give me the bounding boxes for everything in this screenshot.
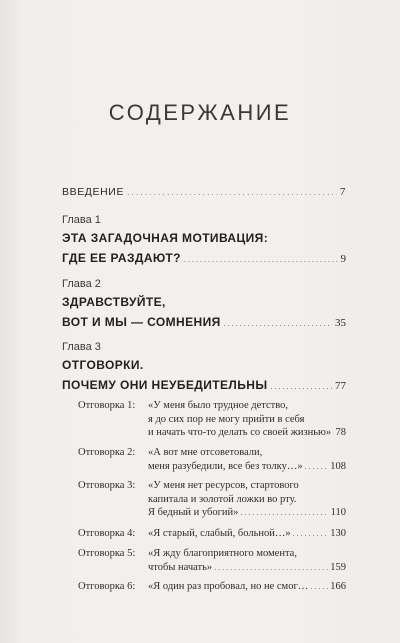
toc-entry-chapter-3[interactable] xyxy=(62,376,346,394)
excuse-text-line: «Я жду благоприятного момента, xyxy=(148,548,297,559)
toc-page-number: 78 xyxy=(335,427,346,438)
toc-page-number: 7 xyxy=(339,186,346,198)
excuse-label: Отговорка 6: xyxy=(78,581,136,592)
chapter-title: ПОЧЕМУ ОНИ НЕУБЕДИТЕЛЬНЫ xyxy=(62,378,268,392)
toc-entry-introduction[interactable] xyxy=(62,186,346,198)
toc-page-number: 35 xyxy=(335,317,346,329)
toc-entry-chapter-2[interactable] xyxy=(62,313,346,331)
dot-leader xyxy=(214,561,328,575)
chapter-title[interactable]: ЭТА ЗАГАДОЧНАЯ МОТИВАЦИЯ: xyxy=(62,231,269,245)
chapter-label: Глава 1 xyxy=(62,214,101,226)
excuse-text-line: «У меня нет ресурсов, стартового xyxy=(148,480,299,491)
toc-page-number: 159 xyxy=(330,561,346,573)
dot-leader xyxy=(270,376,332,394)
chapter-title: ВОТ И МЫ — СОМНЕНИЯ xyxy=(62,315,221,329)
toc-page-number: 108 xyxy=(330,460,346,472)
toc-page-number: 166 xyxy=(330,581,346,592)
page-title: СОДЕРЖАНИЕ xyxy=(108,100,292,125)
dot-leader xyxy=(184,249,338,267)
dot-leader xyxy=(127,186,337,198)
excuse-text-line: «Я один раз пробовал, но не смог… xyxy=(148,581,309,592)
excuse-label: Отговорка 3: xyxy=(78,480,136,491)
excuse-text-line: «Я старый, слабый, больной…» xyxy=(148,528,291,539)
toc-page-number: 77 xyxy=(335,380,346,392)
dot-leader xyxy=(305,460,329,474)
excuse-text-line: «У меня было трудное детство, xyxy=(148,400,288,411)
excuse-text-line: меня разубедили, все без толку…» xyxy=(148,460,303,472)
excuse-label: Отговорка 5: xyxy=(78,548,136,559)
toc-page-number: 9 xyxy=(340,253,346,265)
chapter-title[interactable]: ОТГОВОРКИ. xyxy=(62,358,144,372)
toc-page-number: 110 xyxy=(330,507,346,518)
excuse-label: Отговорка 4: xyxy=(78,528,136,539)
excuse-label: Отговорка 1: xyxy=(78,400,136,411)
excuse-text-line: Я бедный и убогий» xyxy=(148,507,239,518)
dot-leader xyxy=(240,506,328,520)
toc-entry-chapter-1[interactable] xyxy=(62,249,346,267)
toc-entry-label: ВВЕДЕНИЕ xyxy=(62,186,125,198)
chapter-title[interactable]: ЗДРАВСТВУЙТЕ, xyxy=(62,295,166,309)
toc-page-number: 130 xyxy=(330,528,346,539)
dot-leader xyxy=(224,313,332,331)
excuse-text-line: чтобы начать» xyxy=(148,561,213,573)
excuse-text-line: капитала и золотой ложки во рту. xyxy=(148,493,297,505)
dot-leader xyxy=(310,580,328,594)
excuse-text-line: я до сих пор не могу прийти в себя xyxy=(148,413,305,425)
excuse-label: Отговорка 2: xyxy=(78,447,136,458)
excuse-text-line: «А вот мне отсоветовали, xyxy=(148,447,263,458)
excuse-text-line: и начать что-то делать со своей жизнью» xyxy=(148,427,332,438)
chapter-label: Глава 3 xyxy=(62,341,101,353)
chapter-title: ГДЕ ЕЕ РАЗДАЮТ? xyxy=(62,251,181,265)
chapter-label: Глава 2 xyxy=(62,278,101,290)
dot-leader xyxy=(293,527,329,541)
